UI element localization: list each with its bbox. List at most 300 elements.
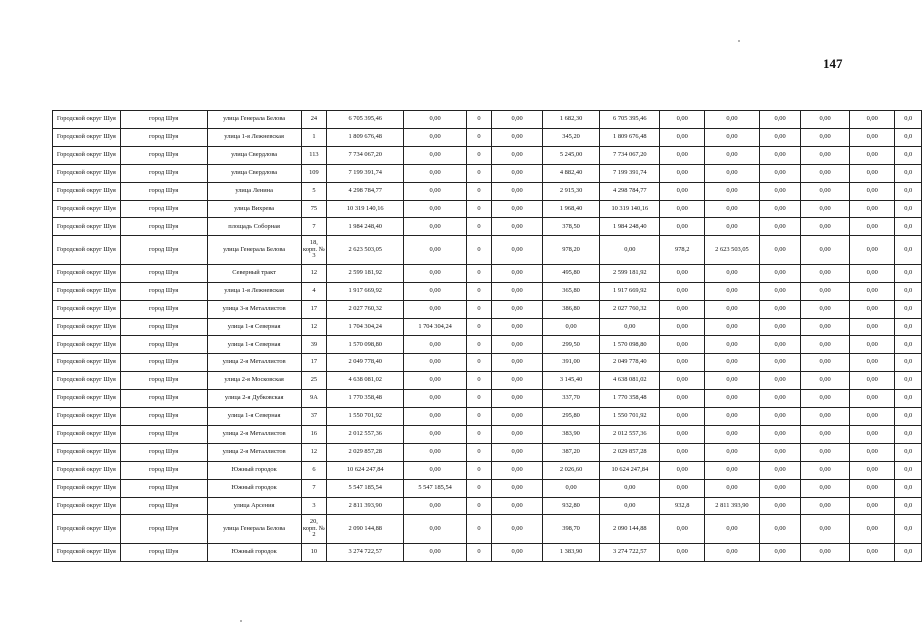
cell-cost-f: 0,00 [801,390,850,408]
cell-total-cost: 2 599 181,92 [327,264,404,282]
cell-cost-d: 0,00 [704,264,759,282]
cell-house: 39 [301,336,326,354]
cell-area-d: 0,00 [660,282,704,300]
cell-total-cost: 10 319 140,16 [327,200,404,218]
cell-count-a: 0 [466,443,491,461]
cell-cost-b: 0,00 [492,408,543,426]
cell-cost-a: 0,00 [404,236,466,264]
cell-cost-d: 0,00 [704,372,759,390]
cell-city: город Шуя [120,282,207,300]
cell-cost-h: 0,0 [895,146,922,164]
cell-cost-f: 0,00 [801,146,850,164]
cell-cost-d: 0,00 [704,408,759,426]
cell-cost-d: 0,00 [704,282,759,300]
cell-district: Городской округ Шуя [53,425,121,443]
cell-cost-b: 0,00 [492,336,543,354]
cell-cost-g: 0,00 [849,515,895,543]
table-row [53,128,922,146]
scan-speck [738,40,740,42]
cell-count-a: 0 [466,354,491,372]
cell-total-cost: 2 027 760,32 [327,300,404,318]
cell-house: 16 [301,425,326,443]
cell-cost-d: 0,00 [704,200,759,218]
cell-cost-a: 0,00 [404,461,466,479]
cell-cost-b: 0,00 [492,164,543,182]
cell-cost-a: 0,00 [404,425,466,443]
cell-house: 5 [301,182,326,200]
cell-cost-g: 0,00 [849,461,895,479]
cell-cost-b: 0,00 [492,372,543,390]
cell-total-cost: 1 550 701,92 [327,408,404,426]
cell-area-d: 978,2 [660,236,704,264]
cell-count-a: 0 [466,515,491,543]
cell-cost-e: 0,00 [759,354,800,372]
cell-total-cost: 5 547 185,54 [327,479,404,497]
table-row [53,282,922,300]
cell-cost-f: 0,00 [801,318,850,336]
cell-house: 20, корп. № 2 [301,515,326,543]
cell-area-d: 0,00 [660,443,704,461]
cell-total-cost: 2 811 393,90 [327,497,404,515]
cell-cost-c: 1 570 098,80 [600,336,660,354]
cell-cost-e: 0,00 [759,408,800,426]
table-row [53,164,922,182]
cell-count-a: 0 [466,218,491,236]
cell-cost-f: 0,00 [801,497,850,515]
cell-cost-g: 0,00 [849,425,895,443]
cell-area: 398,70 [543,515,600,543]
cell-street: улица 2-я Металлистов [207,354,301,372]
cell-area-d: 0,00 [660,461,704,479]
cell-total-cost: 2 012 557,36 [327,425,404,443]
cell-area-d: 0,00 [660,111,704,129]
cell-cost-a: 0,00 [404,111,466,129]
cell-cost-b: 0,00 [492,497,543,515]
cell-area: 383,90 [543,425,600,443]
cell-area: 0,00 [543,479,600,497]
cell-cost-g: 0,00 [849,264,895,282]
cell-house: 17 [301,354,326,372]
cell-cost-e: 0,00 [759,461,800,479]
cell-district: Городской округ Шуя [53,182,121,200]
table-container [52,110,913,562]
cell-street: площадь Соборная [207,218,301,236]
table-row [53,408,922,426]
cell-cost-d: 0,00 [704,300,759,318]
cell-street: улица Вихрева [207,200,301,218]
table-row [53,146,922,164]
cell-cost-b: 0,00 [492,264,543,282]
cell-count-a: 0 [466,164,491,182]
cell-total-cost: 7 199 391,74 [327,164,404,182]
cell-cost-d: 0,00 [704,164,759,182]
table-row [53,372,922,390]
cell-cost-g: 0,00 [849,408,895,426]
cell-house: 6 [301,461,326,479]
cell-cost-d: 0,00 [704,515,759,543]
cell-area: 295,80 [543,408,600,426]
cell-cost-c: 1 809 676,48 [600,128,660,146]
cell-area-d: 0,00 [660,182,704,200]
cell-area: 0,00 [543,318,600,336]
cell-district: Городской округ Шуя [53,336,121,354]
cell-cost-f: 0,00 [801,200,850,218]
cell-cost-e: 0,00 [759,443,800,461]
cell-cost-g: 0,00 [849,336,895,354]
cell-cost-e: 0,00 [759,543,800,561]
cell-district: Городской округ Шуя [53,497,121,515]
cell-area-d: 0,00 [660,479,704,497]
cell-cost-d: 0,00 [704,146,759,164]
cell-house: 12 [301,264,326,282]
cell-district: Городской округ Шуя [53,390,121,408]
cell-cost-g: 0,00 [849,543,895,561]
cell-cost-a: 0,00 [404,543,466,561]
cell-cost-d: 0,00 [704,336,759,354]
cell-count-a: 0 [466,461,491,479]
cell-cost-e: 0,00 [759,236,800,264]
cell-district: Городской округ Шуя [53,264,121,282]
cell-district: Городской округ Шуя [53,218,121,236]
table-body [53,111,922,562]
cell-city: город Шуя [120,200,207,218]
cell-district: Городской округ Шуя [53,111,121,129]
cell-cost-g: 0,00 [849,479,895,497]
cell-cost-c: 0,00 [600,479,660,497]
cell-cost-b: 0,00 [492,425,543,443]
cell-cost-f: 0,00 [801,182,850,200]
cell-street: Северный тракт [207,264,301,282]
cell-count-a: 0 [466,372,491,390]
cell-district: Городской округ Шуя [53,164,121,182]
cell-cost-f: 0,00 [801,336,850,354]
cell-cost-h: 0,0 [895,111,922,129]
cell-cost-g: 0,00 [849,164,895,182]
cell-cost-a: 0,00 [404,354,466,372]
cell-cost-f: 0,00 [801,111,850,129]
cell-area-d: 0,00 [660,318,704,336]
cell-house: 10 [301,543,326,561]
cell-city: город Шуя [120,515,207,543]
cell-cost-c: 4 298 784,77 [600,182,660,200]
cell-cost-e: 0,00 [759,164,800,182]
cell-cost-c: 7 199 391,74 [600,164,660,182]
cell-cost-d: 0,00 [704,128,759,146]
cell-cost-f: 0,00 [801,354,850,372]
table-row [53,182,922,200]
cell-area-d: 0,00 [660,200,704,218]
cell-area: 386,80 [543,300,600,318]
cell-district: Городской округ Шуя [53,543,121,561]
cell-cost-g: 0,00 [849,111,895,129]
cell-city: город Шуя [120,372,207,390]
cell-cost-f: 0,00 [801,408,850,426]
cell-area: 1 682,30 [543,111,600,129]
cell-cost-d: 0,00 [704,390,759,408]
cell-house: 75 [301,200,326,218]
cell-street: улица 2-я Московская [207,372,301,390]
cell-cost-c: 2 027 760,32 [600,300,660,318]
cell-cost-e: 0,00 [759,218,800,236]
cell-district: Городской округ Шуя [53,236,121,264]
cell-cost-b: 0,00 [492,282,543,300]
cell-cost-h: 0,0 [895,443,922,461]
cell-area-d: 0,00 [660,543,704,561]
cell-area: 345,20 [543,128,600,146]
cell-house: 37 [301,408,326,426]
cell-total-cost: 1 809 676,48 [327,128,404,146]
cell-cost-h: 0,0 [895,128,922,146]
cell-area: 978,20 [543,236,600,264]
cell-total-cost: 4 638 081,02 [327,372,404,390]
cell-cost-e: 0,00 [759,111,800,129]
cell-total-cost: 2 090 144,88 [327,515,404,543]
cell-area: 2 026,60 [543,461,600,479]
cell-cost-c: 4 638 081,02 [600,372,660,390]
cell-cost-b: 0,00 [492,200,543,218]
cell-area: 1 383,90 [543,543,600,561]
cell-cost-f: 0,00 [801,443,850,461]
cell-count-a: 0 [466,300,491,318]
cell-cost-b: 0,00 [492,461,543,479]
cell-street: улица Ленина [207,182,301,200]
table-row [53,111,922,129]
cell-district: Городской округ Шуя [53,282,121,300]
cell-street: улица 2-я Дубковская [207,390,301,408]
cell-cost-b: 0,00 [492,543,543,561]
cell-cost-c: 1 770 358,48 [600,390,660,408]
cell-city: город Шуя [120,497,207,515]
cell-cost-h: 0,0 [895,497,922,515]
cell-district: Городской округ Шуя [53,146,121,164]
cell-cost-a: 5 547 185,54 [404,479,466,497]
cell-cost-h: 0,0 [895,182,922,200]
cell-city: город Шуя [120,390,207,408]
cell-cost-b: 0,00 [492,111,543,129]
cell-district: Городской округ Шуя [53,479,121,497]
cell-street: улица 1-я Лежневская [207,282,301,300]
cell-cost-a: 0,00 [404,146,466,164]
cell-area-d: 0,00 [660,336,704,354]
cell-area-d: 0,00 [660,408,704,426]
cell-cost-g: 0,00 [849,318,895,336]
cell-street: улица 3-я Металлистов [207,300,301,318]
cell-cost-g: 0,00 [849,146,895,164]
table-row [53,497,922,515]
cell-count-a: 0 [466,282,491,300]
cell-cost-e: 0,00 [759,372,800,390]
cell-cost-b: 0,00 [492,218,543,236]
cell-city: город Шуя [120,318,207,336]
cell-cost-a: 0,00 [404,372,466,390]
cell-cost-e: 0,00 [759,282,800,300]
cell-city: город Шуя [120,479,207,497]
cell-cost-a: 0,00 [404,218,466,236]
cell-cost-g: 0,00 [849,390,895,408]
cell-cost-f: 0,00 [801,164,850,182]
cell-district: Городской округ Шуя [53,372,121,390]
data-table [52,110,922,562]
cell-city: город Шуя [120,543,207,561]
cell-count-a: 0 [466,200,491,218]
cell-cost-c: 2 012 557,36 [600,425,660,443]
cell-cost-d: 0,00 [704,425,759,443]
cell-city: город Шуя [120,146,207,164]
cell-cost-c: 7 734 067,20 [600,146,660,164]
cell-cost-e: 0,00 [759,479,800,497]
cell-street: улица 2-я Металлистов [207,443,301,461]
cell-cost-c: 3 274 722,57 [600,543,660,561]
cell-area: 391,00 [543,354,600,372]
cell-total-cost: 2 049 778,40 [327,354,404,372]
cell-cost-h: 0,0 [895,164,922,182]
cell-count-a: 0 [466,497,491,515]
cell-count-a: 0 [466,425,491,443]
scan-speck [240,620,242,622]
cell-cost-h: 0,0 [895,354,922,372]
cell-house: 3 [301,497,326,515]
cell-street: Южный городок [207,543,301,561]
cell-cost-h: 0,0 [895,336,922,354]
cell-cost-g: 0,00 [849,443,895,461]
cell-total-cost: 1 917 669,92 [327,282,404,300]
cell-district: Городской округ Шуя [53,128,121,146]
cell-area-d: 0,00 [660,300,704,318]
cell-cost-d: 0,00 [704,479,759,497]
cell-total-cost: 3 274 722,57 [327,543,404,561]
cell-cost-g: 0,00 [849,218,895,236]
cell-city: город Шуя [120,218,207,236]
cell-cost-e: 0,00 [759,264,800,282]
cell-area-d: 0,00 [660,218,704,236]
cell-cost-b: 0,00 [492,318,543,336]
cell-house: 4 [301,282,326,300]
cell-total-cost: 1 984 248,40 [327,218,404,236]
cell-house: 113 [301,146,326,164]
cell-cost-a: 0,00 [404,336,466,354]
cell-city: город Шуя [120,408,207,426]
cell-cost-h: 0,0 [895,264,922,282]
cell-city: город Шуя [120,164,207,182]
table-row [53,515,922,543]
table-row [53,264,922,282]
cell-area: 5 245,00 [543,146,600,164]
cell-city: город Шуя [120,461,207,479]
cell-area: 299,50 [543,336,600,354]
cell-total-cost: 7 734 067,20 [327,146,404,164]
cell-city: город Шуя [120,336,207,354]
cell-cost-e: 0,00 [759,336,800,354]
cell-cost-d: 0,00 [704,543,759,561]
cell-street: улица Генерала Белова [207,515,301,543]
cell-area-d: 932,8 [660,497,704,515]
cell-cost-d: 0,00 [704,218,759,236]
cell-cost-e: 0,00 [759,146,800,164]
cell-cost-a: 0,00 [404,300,466,318]
cell-count-a: 0 [466,264,491,282]
cell-cost-d: 0,00 [704,443,759,461]
cell-cost-a: 0,00 [404,443,466,461]
cell-area-d: 0,00 [660,354,704,372]
table-row [53,300,922,318]
cell-cost-c: 1 917 669,92 [600,282,660,300]
cell-cost-e: 0,00 [759,182,800,200]
cell-cost-g: 0,00 [849,497,895,515]
cell-cost-f: 0,00 [801,543,850,561]
cell-cost-g: 0,00 [849,200,895,218]
cell-street: улица Генерала Белова [207,111,301,129]
cell-district: Городской округ Шуя [53,318,121,336]
cell-area: 495,80 [543,264,600,282]
cell-count-a: 0 [466,236,491,264]
cell-cost-c: 1 550 701,92 [600,408,660,426]
cell-cost-b: 0,00 [492,443,543,461]
cell-street: улица 1-я Северная [207,336,301,354]
cell-cost-h: 0,0 [895,390,922,408]
cell-cost-g: 0,00 [849,182,895,200]
cell-district: Городской округ Шуя [53,354,121,372]
cell-cost-g: 0,00 [849,372,895,390]
cell-street: улица 2-я Металлистов [207,425,301,443]
cell-cost-a: 1 704 304,24 [404,318,466,336]
cell-count-a: 0 [466,182,491,200]
cell-cost-f: 0,00 [801,515,850,543]
cell-cost-h: 0,0 [895,218,922,236]
cell-street: улица 1-я Северная [207,408,301,426]
cell-street: улица Арсения [207,497,301,515]
cell-cost-f: 0,00 [801,218,850,236]
cell-city: город Шуя [120,443,207,461]
cell-house: 12 [301,318,326,336]
cell-district: Городской округ Шуя [53,443,121,461]
cell-cost-g: 0,00 [849,354,895,372]
cell-cost-b: 0,00 [492,236,543,264]
cell-cost-h: 0,0 [895,479,922,497]
cell-street: улица 1-я Лежневская [207,128,301,146]
cell-cost-e: 0,00 [759,497,800,515]
cell-cost-d: 0,00 [704,111,759,129]
cell-area: 365,80 [543,282,600,300]
cell-cost-a: 0,00 [404,164,466,182]
cell-house: 12 [301,443,326,461]
cell-cost-h: 0,0 [895,408,922,426]
cell-cost-f: 0,00 [801,236,850,264]
cell-district: Городской округ Шуя [53,408,121,426]
cell-cost-h: 0,0 [895,461,922,479]
cell-cost-h: 0,0 [895,236,922,264]
table-row [53,390,922,408]
cell-count-a: 0 [466,146,491,164]
cell-cost-d: 2 811 393,90 [704,497,759,515]
cell-cost-a: 0,00 [404,497,466,515]
table-row [53,443,922,461]
cell-cost-h: 0,0 [895,200,922,218]
cell-house: 1 [301,128,326,146]
cell-house: 25 [301,372,326,390]
cell-cost-c: 2 599 181,92 [600,264,660,282]
table-row [53,425,922,443]
cell-district: Городской округ Шуя [53,461,121,479]
cell-street: Южный городок [207,479,301,497]
cell-area: 1 968,40 [543,200,600,218]
cell-cost-a: 0,00 [404,282,466,300]
cell-cost-h: 0,0 [895,515,922,543]
cell-cost-e: 0,00 [759,200,800,218]
cell-count-a: 0 [466,318,491,336]
cell-total-cost: 2 029 857,28 [327,443,404,461]
cell-cost-e: 0,00 [759,128,800,146]
cell-city: город Шуя [120,236,207,264]
